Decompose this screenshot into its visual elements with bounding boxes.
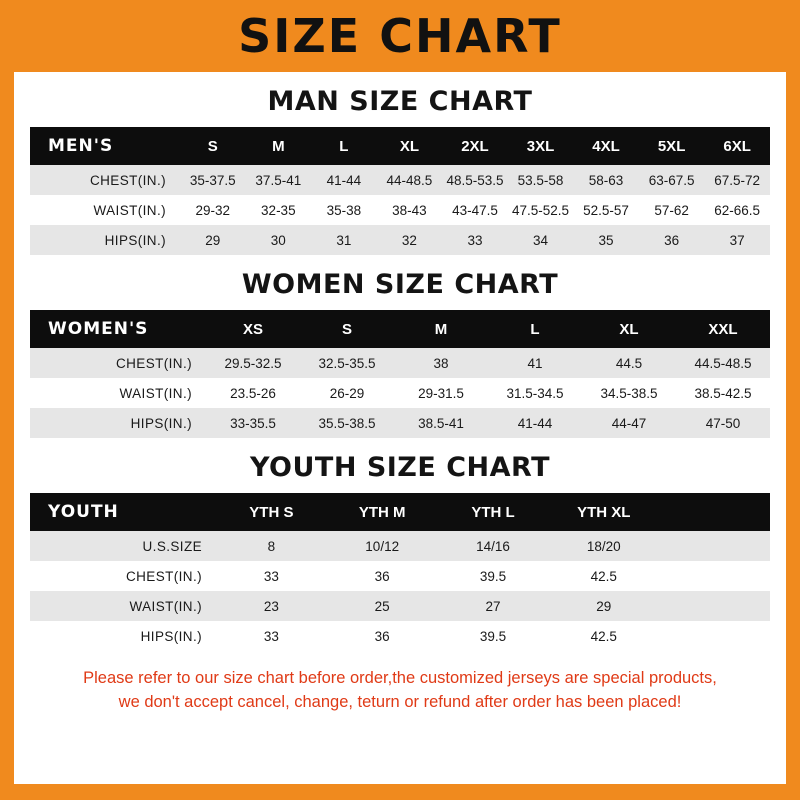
cell: 36 — [664, 232, 680, 248]
cell: 32-35 — [261, 202, 296, 218]
cell: 8 — [267, 538, 276, 554]
cell: 33 — [263, 568, 279, 584]
section-title-men: MAN SIZE CHART — [267, 86, 533, 117]
cell: 37 — [729, 232, 745, 248]
table-row — [30, 621, 770, 651]
cell: 38-43 — [392, 202, 427, 218]
cell: 38.5-42.5 — [694, 385, 752, 401]
cell: 39.5 — [479, 568, 507, 584]
table-row — [30, 165, 770, 195]
men-col-header: 5XL — [639, 127, 705, 165]
table-row — [30, 348, 770, 378]
men-size-table — [30, 127, 770, 255]
cell: 44.5-48.5 — [694, 355, 752, 371]
women-col-header: L — [488, 310, 582, 348]
cell: 41-44 — [517, 415, 553, 431]
table-row — [30, 195, 770, 225]
row-label: CHEST(IN.) — [116, 355, 192, 371]
men-col-header: L — [311, 127, 377, 165]
footer-note-line-1: Please refer to our size chart before order,the customized jerseys are special products, — [83, 669, 717, 687]
cell: 41 — [527, 355, 543, 371]
cell: 62-66.5 — [714, 202, 761, 218]
cell: 35.5-38.5 — [318, 415, 376, 431]
cell: 37.5-41 — [255, 172, 302, 188]
cell: 38.5-41 — [418, 415, 464, 431]
cell: 67.5-72 — [714, 172, 761, 188]
row-label: WAIST(IN.) — [93, 202, 166, 218]
cell: 29-31.5 — [418, 385, 464, 401]
youth-col-header: YTH XL — [548, 493, 659, 531]
youth-col-header: YTH S — [216, 493, 327, 531]
page-title: SIZE CHART — [238, 9, 562, 63]
cell: 63-67.5 — [648, 172, 695, 188]
cell: 18/20 — [586, 538, 621, 554]
cell: 36 — [374, 568, 390, 584]
cell: 33 — [263, 628, 279, 644]
cell: 35 — [598, 232, 614, 248]
cell: 47.5-52.5 — [511, 202, 570, 218]
women-col-header: XL — [582, 310, 676, 348]
men-col-header: S — [180, 127, 246, 165]
cell: 26-29 — [329, 385, 365, 401]
banner — [0, 0, 800, 72]
women-col-header: S — [300, 310, 394, 348]
men-col-header: XL — [377, 127, 443, 165]
cell: 25 — [374, 598, 390, 614]
cell-spacer — [659, 591, 770, 621]
row-label: WAIST(IN.) — [119, 385, 192, 401]
footer-note — [24, 667, 776, 715]
men-col-header: 6XL — [704, 127, 770, 165]
cell: 34.5-38.5 — [600, 385, 658, 401]
cell: 58-63 — [588, 172, 624, 188]
youth-col-header: YTH M — [327, 493, 438, 531]
women-col-header: XXL — [676, 310, 770, 348]
cell: 47-50 — [705, 415, 741, 431]
cell: 14/16 — [476, 538, 510, 554]
cell: 42.5 — [590, 628, 617, 644]
cell: 39.5 — [479, 628, 507, 644]
table-row — [30, 591, 770, 621]
table-row — [30, 561, 770, 591]
cell: 41-44 — [326, 172, 362, 188]
cell: 33 — [467, 232, 483, 248]
cell: 23 — [263, 598, 279, 614]
women-col-header: XS — [206, 310, 300, 348]
cell: 36 — [374, 628, 390, 644]
cell: 31 — [336, 232, 352, 248]
cell-spacer — [659, 531, 770, 561]
section-title-youth: YOUTH SIZE CHART — [249, 452, 551, 483]
section-title-women: WOMEN SIZE CHART — [241, 269, 559, 300]
content — [14, 86, 786, 715]
cell: 44-48.5 — [386, 172, 433, 188]
cell: 35-37.5 — [189, 172, 236, 188]
women-size-table — [30, 310, 770, 438]
bottom-accent-bar — [0, 784, 800, 800]
cell: 52.5-57 — [583, 202, 629, 218]
row-label: HIPS(IN.) — [130, 415, 192, 431]
table-row — [30, 408, 770, 438]
row-label: CHEST(IN.) — [90, 172, 166, 188]
table-row — [30, 531, 770, 561]
cell: 23.5-26 — [230, 385, 276, 401]
cell: 43-47.5 — [452, 202, 498, 218]
cell: 29-32 — [195, 202, 231, 218]
cell: 57-62 — [654, 202, 689, 218]
row-label: WAIST(IN.) — [129, 598, 202, 614]
cell: 42.5 — [590, 568, 617, 584]
men-col-header: 3XL — [508, 127, 574, 165]
row-label: HIPS(IN.) — [104, 232, 166, 248]
youth-size-table — [30, 493, 770, 651]
cell: 31.5-34.5 — [506, 385, 564, 401]
cell: 32.5-35.5 — [318, 355, 376, 371]
men-col-header: M — [246, 127, 312, 165]
table-header-row — [30, 127, 770, 165]
row-label: CHEST(IN.) — [126, 568, 202, 584]
cell: 34 — [532, 232, 549, 248]
cell: 29 — [596, 598, 612, 614]
footer-note-line-2: we don't accept cancel, change, teturn or refund after order has been placed! — [118, 692, 682, 711]
women-corner-header: WOMEN'S — [30, 310, 206, 348]
cell: 44.5 — [615, 355, 643, 371]
cell: 44-47 — [611, 415, 647, 431]
cell: 53.5-58 — [517, 172, 564, 188]
table-row — [30, 225, 770, 255]
cell: 48.5-53.5 — [446, 172, 504, 188]
men-col-header: 2XL — [442, 127, 508, 165]
table-header-row — [30, 310, 770, 348]
youth-col-header: YTH L — [438, 493, 549, 531]
men-corner-header: MEN'S — [30, 127, 180, 165]
cell: 29.5-32.5 — [224, 355, 282, 371]
cell-spacer — [659, 621, 770, 651]
cell: 10/12 — [365, 538, 400, 554]
youth-corner-header: YOUTH — [30, 493, 216, 531]
row-label: U.S.SIZE — [142, 538, 202, 554]
cell: 30 — [270, 232, 286, 248]
cell: 32 — [401, 232, 417, 248]
women-col-header: M — [394, 310, 488, 348]
cell: 33-35.5 — [230, 415, 276, 431]
cell: 29 — [205, 232, 221, 248]
table-row — [30, 378, 770, 408]
cell: 38 — [433, 355, 449, 371]
youth-col-header-spacer — [659, 493, 770, 531]
cell: 27 — [485, 598, 501, 614]
row-label: HIPS(IN.) — [140, 628, 202, 644]
table-header-row — [30, 493, 770, 531]
cell: 35-38 — [326, 202, 362, 218]
cell-spacer — [659, 561, 770, 591]
men-col-header: 4XL — [573, 127, 639, 165]
